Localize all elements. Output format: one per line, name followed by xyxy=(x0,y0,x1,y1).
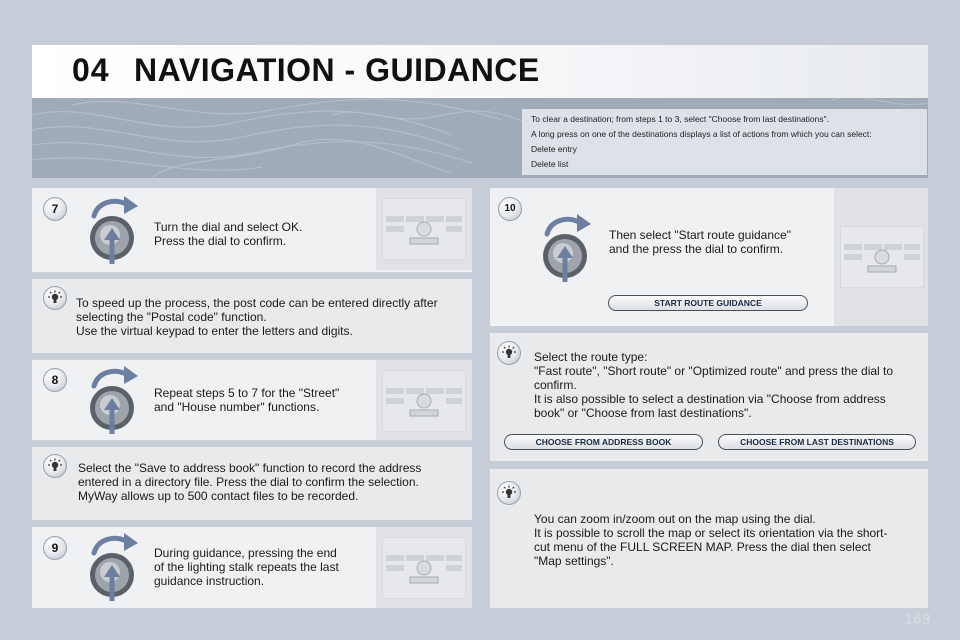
step-7-panel xyxy=(32,188,472,272)
lightbulb-icon xyxy=(497,341,521,365)
control-dial-icon xyxy=(533,212,597,284)
step-8-panel xyxy=(32,360,472,440)
radio-unit-icon xyxy=(834,188,928,326)
text-line: Use the virtual keypad to enter the letters and digits. xyxy=(76,324,353,338)
text-line: It is possible to scroll the map or select its orientation via the short- xyxy=(534,526,888,540)
step-9-text xyxy=(154,546,339,588)
text-line: and "House number" functions. xyxy=(154,400,320,414)
tip-route-type-text xyxy=(534,350,893,420)
radio-unit-icon xyxy=(376,188,472,270)
text-line: Select the "Save to address book" function to record the address xyxy=(78,461,422,475)
control-dial-icon xyxy=(80,364,144,436)
tip-address-book-panel xyxy=(32,447,472,520)
text-line: "Map settings". xyxy=(534,554,614,568)
lightbulb-icon xyxy=(43,286,67,310)
note-line: Delete entry xyxy=(531,144,577,154)
text-line: of the lighting stalk repeats the last xyxy=(154,560,339,574)
radio-unit-icon xyxy=(376,527,472,608)
text-line: MyWay allows up to 500 contact files to be recorded. xyxy=(78,489,359,503)
text-line: Repeat steps 5 to 7 for the "Street" xyxy=(154,386,340,400)
control-dial-icon xyxy=(80,194,144,266)
step-number-badge: 9 xyxy=(43,536,67,560)
clear-destination-note xyxy=(522,109,927,175)
text-line: Press the dial to confirm. xyxy=(154,234,287,248)
text-line: selecting the "Postal code" function. xyxy=(76,310,267,324)
lightbulb-icon xyxy=(497,481,521,505)
note-line: To clear a destination; from steps 1 to 3, select "Choose from last destinations". xyxy=(531,114,830,124)
start-route-guidance-button[interactable]: START ROUTE GUIDANCE xyxy=(608,295,808,311)
step-7-text xyxy=(154,220,302,248)
text-line: Select the route type: xyxy=(534,350,648,364)
choose-from-last-destinations-button[interactable]: CHOOSE FROM LAST DESTINATIONS xyxy=(718,434,916,450)
text-line: entered in a directory file. Press the dial to confirm the selection. xyxy=(78,475,419,489)
tip-postal-code-text xyxy=(76,296,438,338)
text-line: book" or "Choose from last destinations". xyxy=(534,406,752,420)
tip-map-zoom-panel xyxy=(490,469,928,608)
step-10-panel xyxy=(490,188,928,326)
text-line: "Fast route", "Short route" or "Optimized route" and press the dial to xyxy=(534,364,894,378)
step-number-badge: 7 xyxy=(43,197,67,221)
page-title: NAVIGATION - GUIDANCE xyxy=(134,52,540,88)
tip-map-zoom-text xyxy=(534,512,888,568)
step-8-text xyxy=(154,386,339,414)
step-number-badge: 10 xyxy=(498,197,522,221)
text-line: and the press the dial to confirm. xyxy=(609,242,784,256)
text-line: During guidance, pressing the end xyxy=(154,546,337,560)
step-number-badge: 8 xyxy=(43,368,67,392)
radio-unit-icon xyxy=(376,360,472,440)
text-line: You can zoom in/zoom out on the map using the dial. xyxy=(534,512,816,526)
chapter-number: 04 xyxy=(72,52,110,88)
step-10-text xyxy=(609,228,791,256)
text-line: guidance instruction. xyxy=(154,574,265,588)
text-line: It is also possible to select a destination via "Choose from address xyxy=(534,392,886,406)
step-9-panel xyxy=(32,527,472,608)
text-line: confirm. xyxy=(534,378,577,392)
tip-address-book-text xyxy=(78,461,421,503)
tip-route-type-panel xyxy=(490,333,928,461)
page-number: 169 xyxy=(904,611,931,628)
tip-postal-code-panel xyxy=(32,279,472,353)
text-line: Then select "Start route guidance" xyxy=(609,228,791,242)
note-line: Delete list xyxy=(531,159,569,169)
text-line: Turn the dial and select OK. xyxy=(154,220,303,234)
control-dial-icon xyxy=(80,531,144,603)
text-line: To speed up the process, the post code can be entered directly after xyxy=(76,296,438,310)
choose-from-address-book-button[interactable]: CHOOSE FROM ADDRESS BOOK xyxy=(504,434,703,450)
lightbulb-icon xyxy=(43,454,67,478)
text-line: cut menu of the FULL SCREEN MAP. Press the dial then select xyxy=(534,540,871,554)
note-line: A long press on one of the destinations displays a list of actions from which you can select: xyxy=(531,129,872,139)
